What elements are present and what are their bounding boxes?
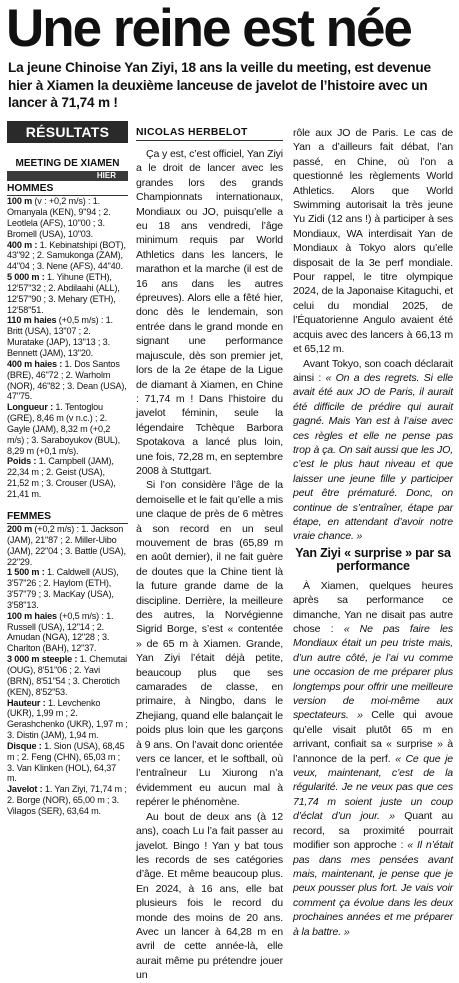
event-name: Disque : xyxy=(7,740,42,751)
quote-text: « Ne pas faire les Mondiaux était un peu triste mais, d’un autre côté, je l’ai vu comme une occasion de me préparer plus longtemps pour offrir une meilleure version de moi-même aux spectateurs. » xyxy=(293,623,453,722)
event-results: 1. Campbell (JAM), 22,34 m ; 2. Geist (USA), 21,52 m ; 3. Crouser (USA), 21,41 m. xyxy=(7,456,116,499)
event-results: 1. Tentoglou (GRE), 8,46 m (v n.c.) ; 2. Gayle (JAM), 8,32 m (+0,2 m/s) ; 3. Saraboyukov (BUL), 8,29 m (+0,1 m/s). xyxy=(7,402,121,456)
event-results: 1. Britt (USA), 13"07 ; 2. Muratake (JAP), 13"13 ; 3. Bennett (JAM), 13"20. xyxy=(7,315,113,359)
result-entry xyxy=(7,240,128,273)
event-detail: (+0,5 m/s) : 1. Russell (USA), 12"14 ; 2. Amudan (NGA), 12"28 ; 3. Charlton (BAH), 12"37. xyxy=(7,610,114,654)
result-entry xyxy=(7,611,128,654)
women-results-list xyxy=(7,524,128,817)
intertitle: Yan Ziyi « surprise » par sa performance xyxy=(295,545,451,574)
event-name: Longueur : xyxy=(7,402,53,413)
paragraph-text: Quant au record, sa proximité pourrait modifier son approche : xyxy=(293,810,453,852)
event-name: 100 m haies xyxy=(7,610,57,621)
results-sidebar xyxy=(7,121,128,817)
result-entry xyxy=(7,741,128,784)
meeting-subtitle: HIER xyxy=(7,171,128,181)
result-entry xyxy=(7,272,128,315)
event-results: 1. Levchenko (UKR), 1,99 m ; 2. Gerashchenko (UKR), 1,97 m ; 3. Distin (JAM), 1,94 m. xyxy=(7,697,128,741)
headline: Une reine est née xyxy=(6,0,411,58)
paragraph-text: À Xiamen, quelques heures après sa performance ce dimanche, Yan ne disait pas autre chose : xyxy=(293,579,453,635)
event-name: 200 m xyxy=(7,524,33,535)
event-name: Javelot : xyxy=(7,784,43,795)
men-section-title: HOMMES xyxy=(7,183,54,194)
event-name: 3 000 m steeple : xyxy=(7,654,78,665)
event-results: 1. Yan Ziyi, 71,74 m ; 2. Borge (NOR), 65,00 m ; 3. Vilagos (SER), 63,64 m. xyxy=(7,784,127,816)
event-name: 400 m haies : xyxy=(7,358,63,369)
result-entry xyxy=(7,698,128,741)
event-name: Hauteur : xyxy=(7,697,46,708)
event-results: 1. Omanyala (KEN), 9"94 ; 2. Leotlela (AFS), 10"00 ; 3. Bromell (USA), 10"03. xyxy=(7,196,111,239)
article-column-2 xyxy=(293,126,453,939)
byline-divider xyxy=(136,140,283,141)
result-entry xyxy=(7,315,128,358)
event-results: 1. Yihune (ETH), 12'57"32 ; 2. Abdilaahi (ALL), 12'57"90 ; 3. Mehary (ETH), 12'58"51. xyxy=(7,272,120,315)
result-entry xyxy=(7,359,128,402)
men-results-list xyxy=(7,196,128,500)
article-paragraph: rôle aux JO de Paris. Le cas de Yan a d’ailleurs fait débat, l’an passé, en Chine, où l’on a questionné les règlements World Athletics. Alors que World Swimming autorisait la très jeune Yu Zidi (12 ans !) à participer à ses Mondiaux, WA interdisait Yan de Mondiaux à Tokyo alors qu’elle disposait de la 3e perf mondiale. Pour rappel, le titre olympique 2024, de la Japonaise Kitaguchi, et celui du mondial 2025, de l’Équatorienne Angulo avaient été acquis avec des lancers à 66,13 m et 65,12 m. xyxy=(293,127,453,356)
article-paragraph: Au bout de deux ans (à 12 ans), coach Lu l’a fait passer au javelot. Bingo ! Yan y bat tous les records de ses catégories d’âge. Et même beaucoup plus. En 2024, à 16 ans, elle bat plusieurs fois le record du monde des moins de 20 ans. Avec un lancer à 64,28 m en avril de cette année-là, elle aurait même pu prétendre jouer un xyxy=(136,810,283,982)
result-entry xyxy=(7,567,128,610)
result-entry xyxy=(7,524,128,567)
event-name: 5 000 m : xyxy=(7,272,45,283)
meeting-title: MEETING DE XIAMEN xyxy=(15,158,120,169)
standfirst: La jeune Chinoise Yan Ziyi, 18 ans la veille du meeting, est devenue hier à Xiamen la deuxième lanceuse de javelot de l’histoire avec un lancer à 71,74 m ! xyxy=(8,60,431,110)
event-results: 1. Dos Santos (BRE), 46"72 ; 2. Warholm (NOR), 46"82 ; 3. Dean (USA), 47"75. xyxy=(7,358,127,402)
quote-text: « Il n’était pas dans mes pensées avant mais, maintenant, je pense que je peux pousser plus fort. Je vais voir comment ça évolue dans les deux prochaines années et me préparer à la battre. » xyxy=(293,839,453,938)
paragraph-text: Avant Tokyo, son coach déclarait ainsi : xyxy=(293,357,453,384)
paragraph-text: Celle qui avoue qu’elle visait plutôt 65 m en arrivant, confiait sa « surprise » à l’annonce de la perf. xyxy=(293,709,453,765)
event-detail: (+0,2 m/s) : 1. Jackson (JAM), 21"87 ; 2. Miller-Uibo (JAM), 22"04 ; 3. Battle (USA), 22"29. xyxy=(7,524,126,567)
byline: NICOLAS HERBELOT xyxy=(136,127,248,138)
result-entry xyxy=(7,196,128,239)
event-name: 400 m : xyxy=(7,239,38,250)
event-name: Poids : xyxy=(7,456,37,467)
quote-text: « Ce que je veux, maintenant, c’est de la régularité. Je ne veux pas que ces 71,74 m soient juste un coup d’éclat d’un jour. » xyxy=(293,752,453,823)
article-paragraph: Si l’on considère l’âge de la demoiselle et le fait qu’elle a mis une claque de près de 6 mètres à son record en un seul mouvement de bras (65,89 m en août dernier), il ne fait guère de doutes que la Chine tient là la future grande dame de la discipline. Derrière, la meilleure des autres, la Norvégienne Sigrid Borge, s’est « contentée » de 65 m à Xiamen. Grande, Yan Ziyi l’était déjà petite, beaucoup plus que ses camarades de classe, en primaire, à Ningbo, dans le Zhejiang, quand elle balançait le poids plus loin que les garçons à 9 ans. On l’avait donc orientée vers ce lancer, et le softball, où l’entraîneur Lu Xiurong n’a évidemment eu aucun mal à repérer le phénomène. xyxy=(136,479,283,809)
result-entry xyxy=(7,456,128,499)
women-section-title: FEMMES xyxy=(7,510,52,522)
results-header: RÉSULTATS xyxy=(7,121,128,143)
event-results: 1. Kebinatshipi (BOT), 43"92 ; 2. Samukonga (ZAM), 44"04 ; 3. Nene (AFS), 44"40. xyxy=(7,239,126,272)
event-results: 1. Caldwell (AUS), 3'57"26 ; 2. Haylom (ETH), 3'57"79 ; 3. MacKay (USA), 3'58"13. xyxy=(7,567,119,610)
article-paragraph: Ça y est, c’est officiel, Yan Ziyi a le droit de lancer avec les grandes lors des grands Championnats internationaux, Mondiaux ou JO, puisqu’elle a eu 18 ans vendredi, l’âge minimum requis par World Athletics dans les lancers, le marathon et la marche (il est de 16 ans dans les autres épreuves). Alors elle a fêté hier, donc dès le lendemain, son entrée dans le grand monde en signant une performance majuscule, dès son premier jet, lors de la 2e étape de la Ligue de diamant à Xiamen, en Chine : 71,74 m ! Dans l’histoire du javelot féminin, seule la légendaire Tchèque Barbora Spotakova a lancé plus loin, une fois, 72,28 m, en septembre 2008 à Stuttgart. xyxy=(136,148,283,477)
event-detail: (+0,5 m/s) : xyxy=(56,315,104,326)
result-entry xyxy=(7,402,128,456)
event-detail: (v : +0,2 m/s) : xyxy=(32,196,91,207)
result-entry xyxy=(7,784,128,817)
quote-text: « On a des regrets. Si elle avait été aux JO de Paris, il aurait été difficile de prédire qui aurait gagné. Mais Yan est à l’aise avec ces règles et elle ne pense pas trop à ça. On sait aussi que les JO, c’est le plus haut niveau et que laisser une jeune fille y participer peut être prématuré. Donc, on continue de s’entraîner, étape par étape, en attendant d’avoir notre vraie chance. » xyxy=(293,371,453,543)
article-paragraph xyxy=(293,357,453,544)
event-results: 1. Chemutai (OUG), 8'51"06 ; 2. Yavi (BRN), 8'51"54 ; 3. Cherotich (KEN), 8'52"53. xyxy=(7,654,128,697)
article-column-1 xyxy=(136,126,283,983)
article-paragraph xyxy=(293,579,453,939)
result-entry xyxy=(7,654,128,697)
event-name: 100 m xyxy=(7,196,33,207)
event-results: 1. Sion (USA), 68,45 m ; 2. Feng (CHN), 65,03 m ; 3. Van Klinken (HOL), 64,37 m. xyxy=(7,740,125,784)
event-name: 110 m haies xyxy=(7,315,57,326)
event-name: 1 500 m : xyxy=(7,567,45,578)
